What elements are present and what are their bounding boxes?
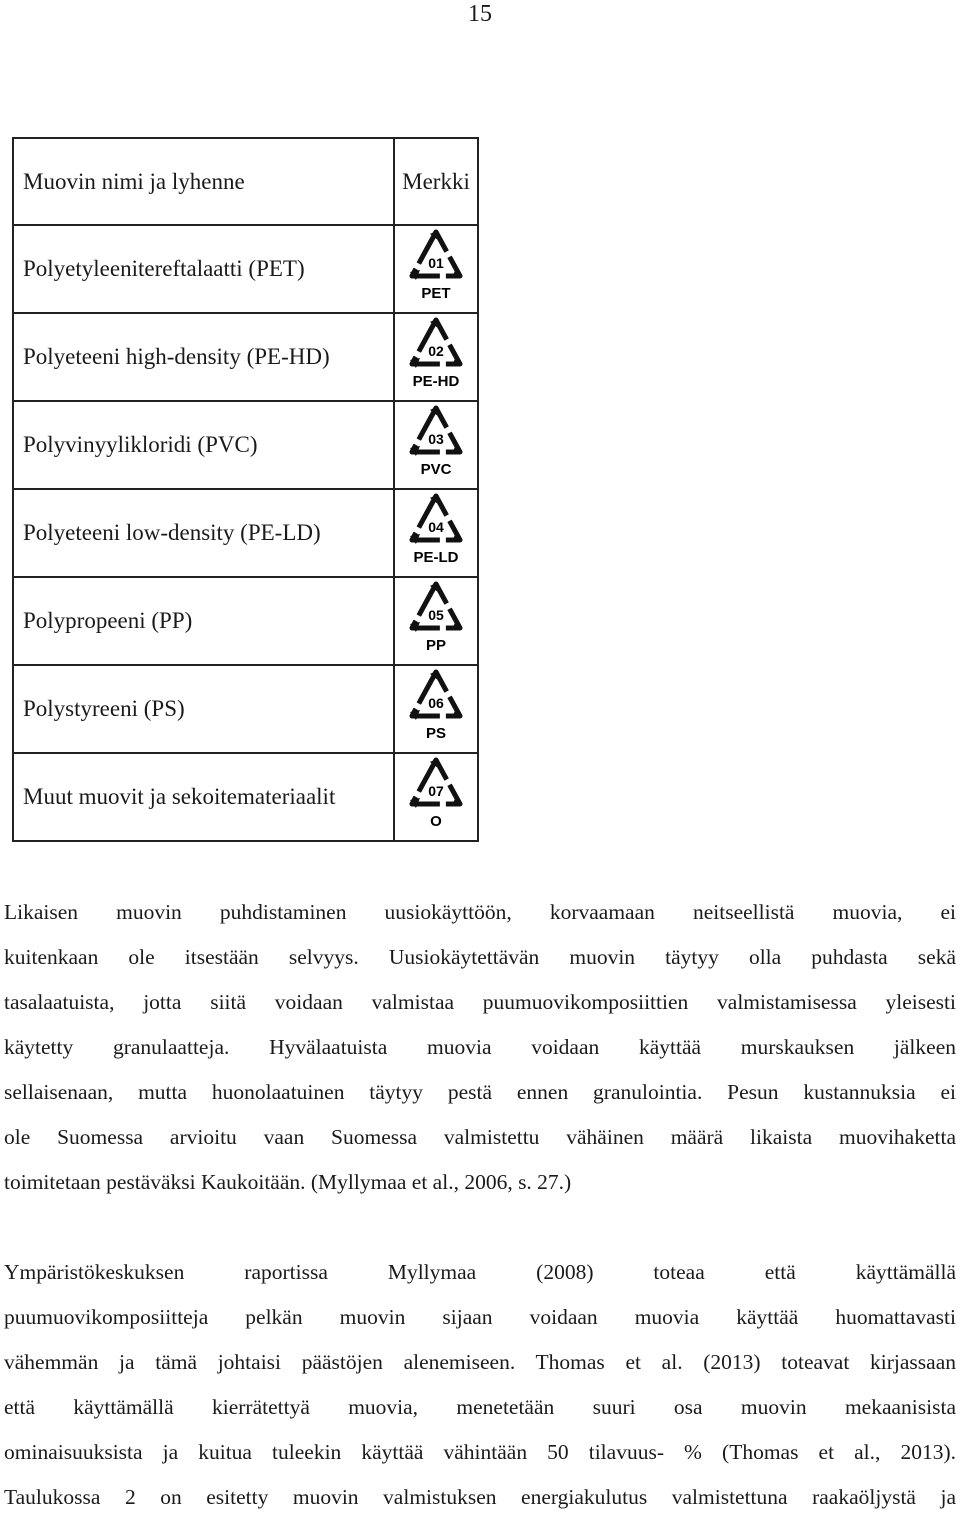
- resin-code: 04: [428, 519, 444, 535]
- table-row: [13, 225, 478, 313]
- resin-code: 05: [428, 607, 444, 623]
- text-line: Taulukossa 2 on esitetty muovin valmistuksen energiakulutus valmistettuna raakaöljystä ja: [4, 1485, 956, 1509]
- resin-abbreviation: O: [430, 813, 442, 830]
- header-mark: Merkki: [394, 138, 478, 225]
- recycling-triangle-icon: [404, 666, 468, 746]
- resin-code: 03: [428, 431, 444, 447]
- resin-code: 07: [428, 783, 444, 799]
- plastic-name: Polyeteeni high-density (PE-HD): [13, 313, 394, 401]
- table-header-row: [13, 138, 478, 225]
- recycling-triangle-icon: [404, 754, 468, 834]
- table-row: [13, 665, 478, 753]
- plastic-name: Polyeteeni low-density (PE-LD): [13, 489, 394, 577]
- plastic-name: Polyvinyylikloridi (PVC): [13, 401, 394, 489]
- resin-code: 02: [428, 343, 444, 359]
- recycling-triangle-icon: [404, 226, 468, 306]
- resin-abbreviation: PE-HD: [412, 373, 460, 390]
- text-line: sellaisenaan, mutta huonolaatuinen täytyy pestä ennen granulointia. Pesun kustannuksia ei: [4, 1080, 956, 1104]
- recycling-symbol-cell: [394, 225, 478, 313]
- text-line: tasalaatuista, jotta siitä voidaan valmistaa puumuovikomposiittien valmistamisessa yleisesti: [4, 990, 956, 1014]
- resin-code: 01: [428, 255, 444, 271]
- recycling-triangle-icon: [404, 402, 468, 482]
- table-row: [13, 313, 478, 401]
- resin-code: 06: [428, 695, 444, 711]
- recycling-symbol-cell: [394, 489, 478, 577]
- text-line: Ympäristökeskuksen raportissa Myllymaa (2008) toteaa että käyttämällä: [4, 1260, 956, 1284]
- plastic-name: Muut muovit ja sekoitemateriaalit: [13, 753, 394, 841]
- table-row: [13, 489, 478, 577]
- plastic-codes-table: [12, 137, 479, 842]
- table-row: [13, 753, 478, 841]
- recycling-symbol-cell: [394, 577, 478, 665]
- resin-abbreviation: PVC: [420, 461, 452, 478]
- plastic-name: Polyetyleenitereftalaatti (PET): [13, 225, 394, 313]
- recycling-symbol-cell: [394, 665, 478, 753]
- table-row: [13, 401, 478, 489]
- recycling-symbol-cell: [394, 401, 478, 489]
- text-line: Likaisen muovin puhdistaminen uusiokäyttöön, korvaamaan neitseellistä muovia, ei: [4, 900, 956, 924]
- paragraph-1: [4, 890, 956, 1205]
- text-line: käytetty granulaatteja. Hyvälaatuista muovia voidaan käyttää murskauksen jälkeen: [4, 1035, 956, 1059]
- table-row: [13, 577, 478, 665]
- text-line: toimitetaan pestäväksi Kaukoitään. (Myllymaa et al., 2006, s. 27.): [4, 1170, 572, 1194]
- text-line: että käyttämällä kierrätettyä muovia, menetetään suuri osa muovin mekaanisista: [4, 1395, 956, 1419]
- recycling-symbol-cell: [394, 753, 478, 841]
- paragraph-2: [4, 1250, 956, 1520]
- recycling-triangle-icon: [404, 314, 468, 394]
- text-line: puumuovikomposiitteja pelkän muovin sijaan voidaan muovia käyttää huomattavasti: [4, 1305, 956, 1329]
- resin-abbreviation: PS: [425, 725, 447, 742]
- text-line: vähemmän ja tämä johtaisi päästöjen alenemiseen. Thomas et al. (2013) toteavat kirjassaan: [4, 1350, 956, 1374]
- recycling-triangle-icon: [404, 578, 468, 658]
- text-line: ole Suomessa arvioitu vaan Suomessa valmistettu vähäinen määrä likaista muovihaketta: [4, 1125, 956, 1149]
- resin-abbreviation: PE-LD: [413, 549, 459, 566]
- resin-abbreviation: PP: [425, 637, 447, 654]
- recycling-triangle-icon: [404, 490, 468, 570]
- recycling-symbol-cell: [394, 313, 478, 401]
- resin-abbreviation: PET: [421, 285, 451, 302]
- plastic-name: Polypropeeni (PP): [13, 577, 394, 665]
- header-name: Muovin nimi ja lyhenne: [13, 138, 394, 225]
- text-line: kuitenkaan ole itsestään selvyys. Uusiokäytettävän muovin täytyy olla puhdasta sekä: [4, 945, 956, 969]
- text-line: ominaisuuksista ja kuitua tuleekin käyttää vähintään 50 tilavuus- % (Thomas et al., 2013).: [4, 1440, 956, 1464]
- page-number: 15: [468, 1, 492, 27]
- plastic-name: Polystyreeni (PS): [13, 665, 394, 753]
